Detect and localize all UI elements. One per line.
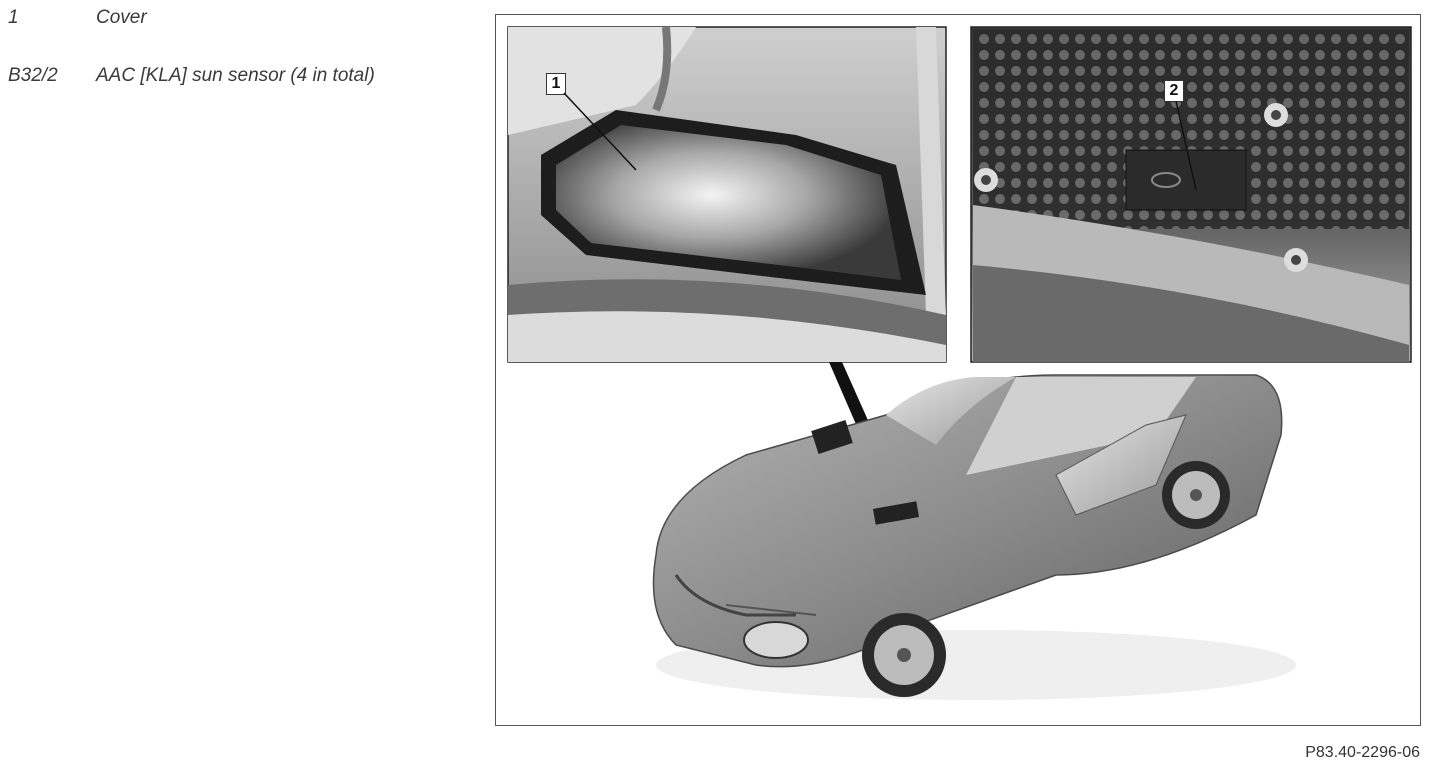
legend-label: Cover — [96, 7, 147, 28]
illustration — [496, 15, 1422, 727]
car-illustration — [654, 375, 1297, 700]
legend-key: 1 — [8, 7, 19, 28]
figure-id: P83.40-2296-06 — [1305, 744, 1420, 761]
legend-item — [8, 7, 147, 29]
callout-1: 1 — [546, 73, 566, 95]
callout-2: 2 — [1164, 80, 1184, 102]
legend-label: AAC [KLA] sun sensor (4 in total) — [96, 65, 375, 86]
legend-key: B32/2 — [8, 65, 58, 86]
cover-detail-photo — [508, 27, 946, 362]
legend-item — [8, 65, 375, 87]
figure-frame — [495, 14, 1421, 726]
sensor-detail-photo — [971, 27, 1411, 362]
